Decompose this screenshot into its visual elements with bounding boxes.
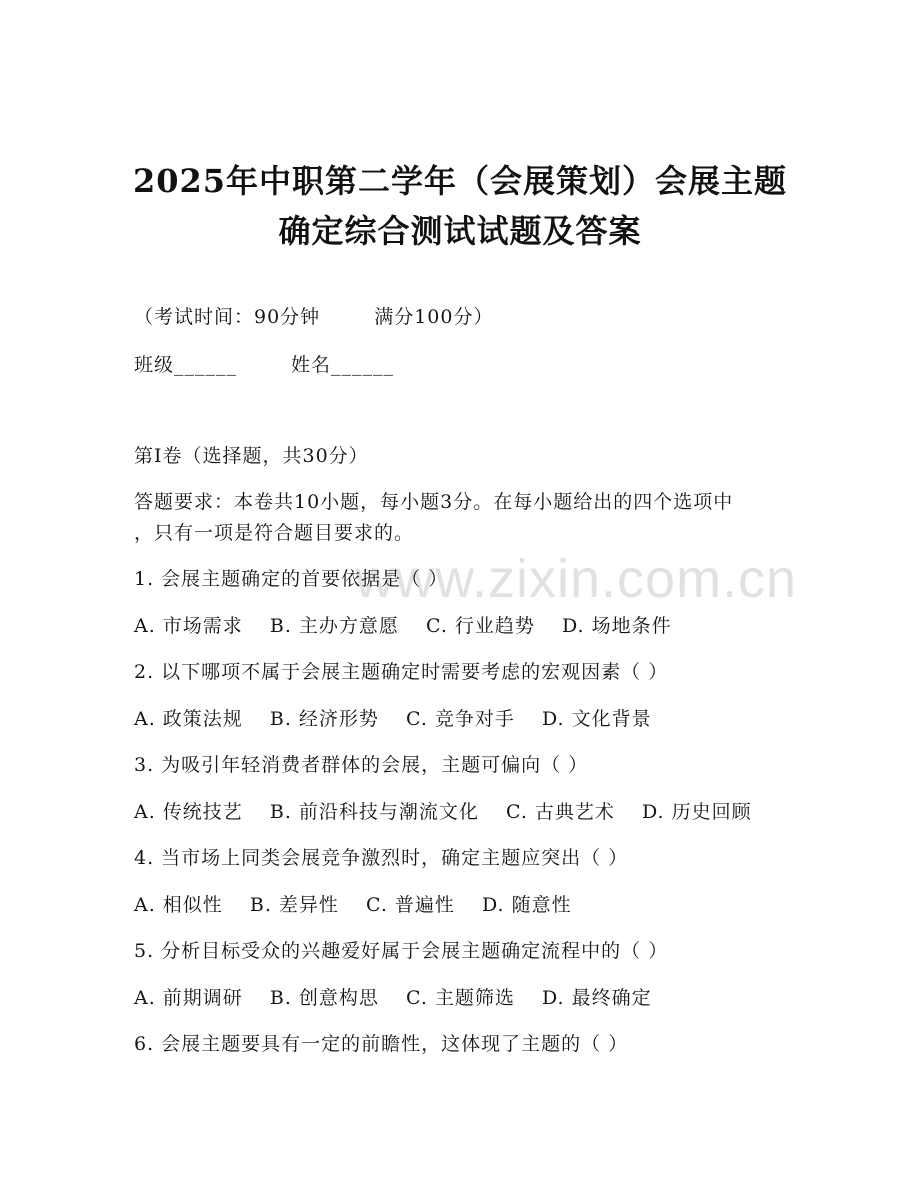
option-c: C. 古典艺术 xyxy=(505,801,615,823)
question-stem: 6. 会展主题要具有一定的前瞻性，这体现了主题的（ ） xyxy=(134,1033,629,1055)
question-options xyxy=(134,890,572,917)
title-line-2: 确定综合测试试题及答案 xyxy=(278,212,642,250)
option-b: B. 主办方意愿 xyxy=(269,615,399,637)
watermark: www.zixin.com.cn xyxy=(355,549,798,609)
option-a: A. 相似性 xyxy=(134,894,223,916)
instructions-line-2: ，只有一项是符合题目要求的。 xyxy=(134,522,415,544)
student-info xyxy=(134,350,394,377)
question-stem: 1. 会展主题确定的首要依据是（ ） xyxy=(134,568,449,590)
name-field: 姓名______ xyxy=(291,354,395,376)
question-options xyxy=(134,983,652,1010)
option-a: A. 市场需求 xyxy=(134,615,243,637)
question-stem: 2. 以下哪项不属于会展主题确定时需要考虑的宏观因素（ ） xyxy=(134,661,669,683)
exam-info xyxy=(134,302,493,329)
option-c: C. 主题筛选 xyxy=(405,987,515,1009)
class-field: 班级______ xyxy=(134,354,238,376)
question-options xyxy=(134,704,652,731)
question-stem: 5. 分析目标受众的兴趣爱好属于会展主题确定流程中的（ ） xyxy=(134,940,669,962)
exam-score: 满分100分） xyxy=(374,306,494,328)
question-options xyxy=(134,611,672,638)
option-d: D. 场地条件 xyxy=(561,615,672,637)
option-c: C. 普遍性 xyxy=(365,894,455,916)
option-c: C. 竞争对手 xyxy=(405,708,515,730)
option-d: D. 文化背景 xyxy=(541,708,652,730)
option-a: A. 政策法规 xyxy=(134,708,243,730)
section-heading: 第I卷（选择题，共30分） xyxy=(134,445,369,467)
question-options xyxy=(134,797,752,824)
title-line-1: 2025年中职第二学年（会展策划）会展主题 xyxy=(132,162,788,200)
option-d: D. 历史回顾 xyxy=(641,801,752,823)
instructions-line-1: 答题要求：本卷共10小题，每小题3分。在每小题给出的四个选项中 xyxy=(134,491,734,513)
exam-time: （考试时间：90分钟 xyxy=(134,306,321,328)
option-b: B. 经济形势 xyxy=(269,708,379,730)
option-d: D. 最终确定 xyxy=(541,987,652,1009)
option-c: C. 行业趋势 xyxy=(425,615,535,637)
option-b: B. 创意构思 xyxy=(269,987,379,1009)
option-a: A. 前期调研 xyxy=(134,987,243,1009)
question-stem: 4. 当市场上同类会展竞争激烈时，确定主题应突出（ ） xyxy=(134,847,629,869)
question-stem: 3. 为吸引年轻消费者群体的会展，主题可偏向（ ） xyxy=(134,754,589,776)
option-d: D. 随意性 xyxy=(481,894,572,916)
option-b: B. 差异性 xyxy=(249,894,339,916)
option-b: B. 前沿科技与潮流文化 xyxy=(269,801,479,823)
option-a: A. 传统技艺 xyxy=(134,801,243,823)
